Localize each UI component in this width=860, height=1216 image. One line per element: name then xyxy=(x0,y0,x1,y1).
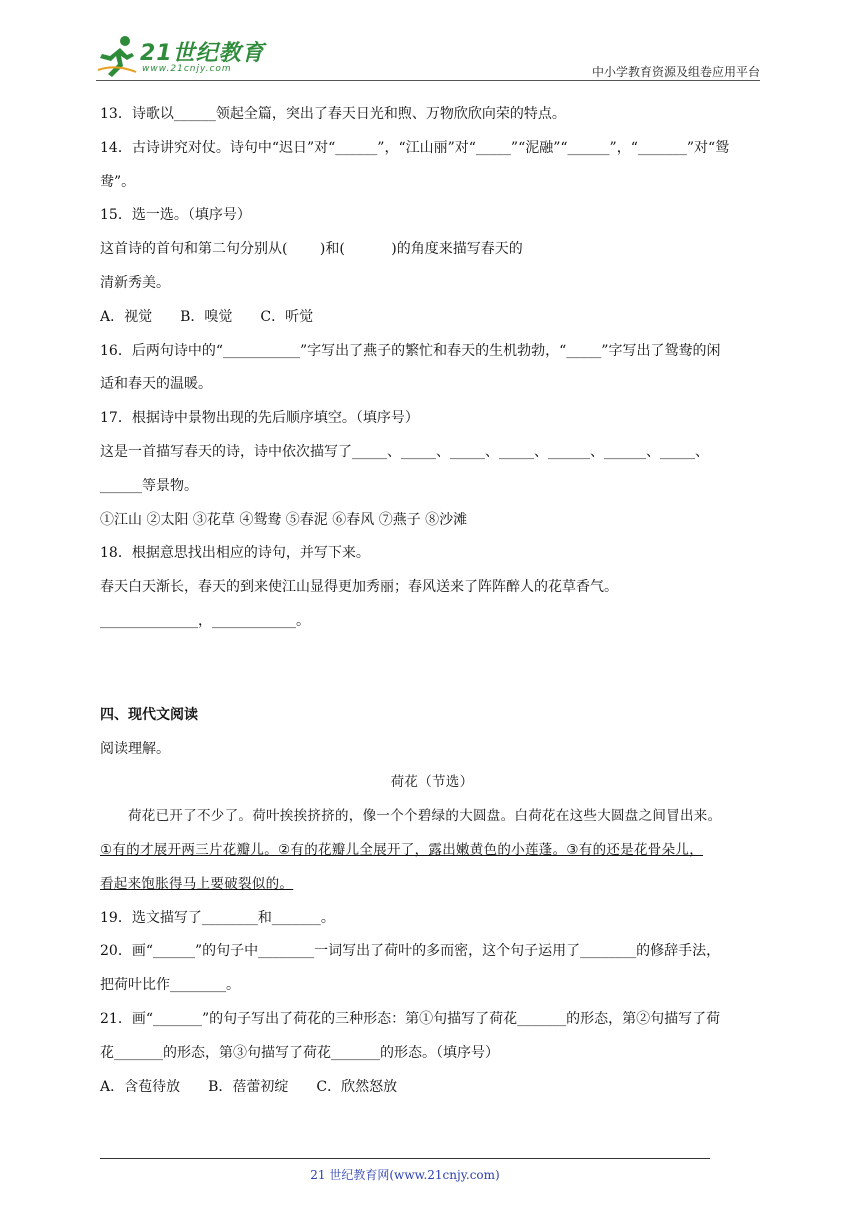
section-title: 四、现代文阅读 xyxy=(100,706,198,723)
header-divider xyxy=(96,80,760,81)
question-15: 15．选一选。（填序号） xyxy=(100,207,251,224)
logo-url: www.21cnjy.com xyxy=(142,64,232,74)
page-footer: 21 世纪教育网(www.21cnjy.com) xyxy=(310,1168,500,1182)
question-18-meaning: 春天白天渐长，春天的到来使江山显得更加秀丽；春风送来了阵阵醉人的花草香气。 xyxy=(100,579,618,596)
question-21-options: A．含苞待放 B．蓓蕾初绽 C．欣然怒放 xyxy=(100,1078,398,1095)
question-19: 19．选文描写了________和_______。 xyxy=(100,909,335,926)
question-18-answer-blanks: ______________，____________。 xyxy=(100,612,310,629)
question-13: 13．诗歌以______领起全篇，突出了春天日光和煦、万物欣欣向荣的特点。 xyxy=(100,106,566,122)
question-15-options: A．视觉 B．嗅觉 C．听觉 xyxy=(100,308,314,325)
question-14-cont: 鸯”。 xyxy=(100,173,136,190)
page-header xyxy=(96,30,760,82)
passage-title: 荷花（节选） xyxy=(390,774,474,791)
runner-icon xyxy=(96,34,140,78)
logo xyxy=(96,34,266,78)
question-21: 21．画“_______”的句子写出了荷花的三种形态：第①句描写了荷花_______的形态，第②句描写了荷 xyxy=(100,1010,721,1027)
passage-line-2: ①有的才展开两三片花瓣儿。②有的花瓣儿全展开了，露出嫩黄色的小莲蓬。③有的还是花骨朵儿， xyxy=(100,841,704,858)
question-16-cont: 适和春天的温暖。 xyxy=(100,376,212,393)
question-17: 17．根据诗中景物出现的先后顺序填空。（填序号） xyxy=(100,410,419,427)
spacer xyxy=(100,639,764,699)
reading-intro: 阅读理解。 xyxy=(100,740,170,757)
platform-name: 中小学教育资源及组卷应用平台 xyxy=(591,65,760,79)
question-20: 20．画“______”的句子中________一词写出了荷叶的多而密，这个句子运用了________的修辞手法， xyxy=(100,943,721,960)
question-17-options: ①江山 ②太阳 ③花草 ④鸳鸯 ⑤春泥 ⑥春风 ⑦燕子 ⑧沙滩 xyxy=(100,511,468,528)
question-18: 18．根据意思找出相应的诗句，并写下来。 xyxy=(100,545,370,562)
question-16: 16．后两句诗中的“___________”字写出了燕子的繁忙和春天的生机勃勃，“_____”字写出了鸳鸯的闲 xyxy=(100,342,721,359)
question-14: 14．古诗讲究对仗。诗句中“迟日”对“______”，“江山丽”对“_____”“泥融”“______”，“_______”对“鸳 xyxy=(100,139,730,156)
passage-line-3: 看起来饱胀得马上要破裂似的。 xyxy=(100,875,294,892)
question-15-stem-cont: 清新秀美。 xyxy=(100,274,170,291)
passage-line-1 xyxy=(100,800,764,834)
question-17-stem-cont: ______等景物。 xyxy=(100,477,198,494)
question-21-cont: 花_______的形态，第③句描写了荷花_______的形态。（填序号） xyxy=(100,1044,499,1061)
footer-divider xyxy=(100,1158,710,1159)
question-20-cont: 把荷叶比作________。 xyxy=(100,977,240,994)
question-15-stem: 这首诗的首句和第二句分别从( )和( )的角度来描写春天的 xyxy=(100,241,523,258)
passage-text: 荷花已开了不少了。荷叶挨挨挤挤的，像一个个碧绿的大圆盘。白荷花在这些大圆盘之间冒出来。 xyxy=(128,808,722,825)
logo-text: 21世纪教育 xyxy=(140,41,265,66)
question-17-stem: 这是一首描写春天的诗，诗中依次描写了_____、_____、_____、_____、______、______、_____、 xyxy=(100,443,709,460)
worksheet-content xyxy=(100,98,764,1104)
